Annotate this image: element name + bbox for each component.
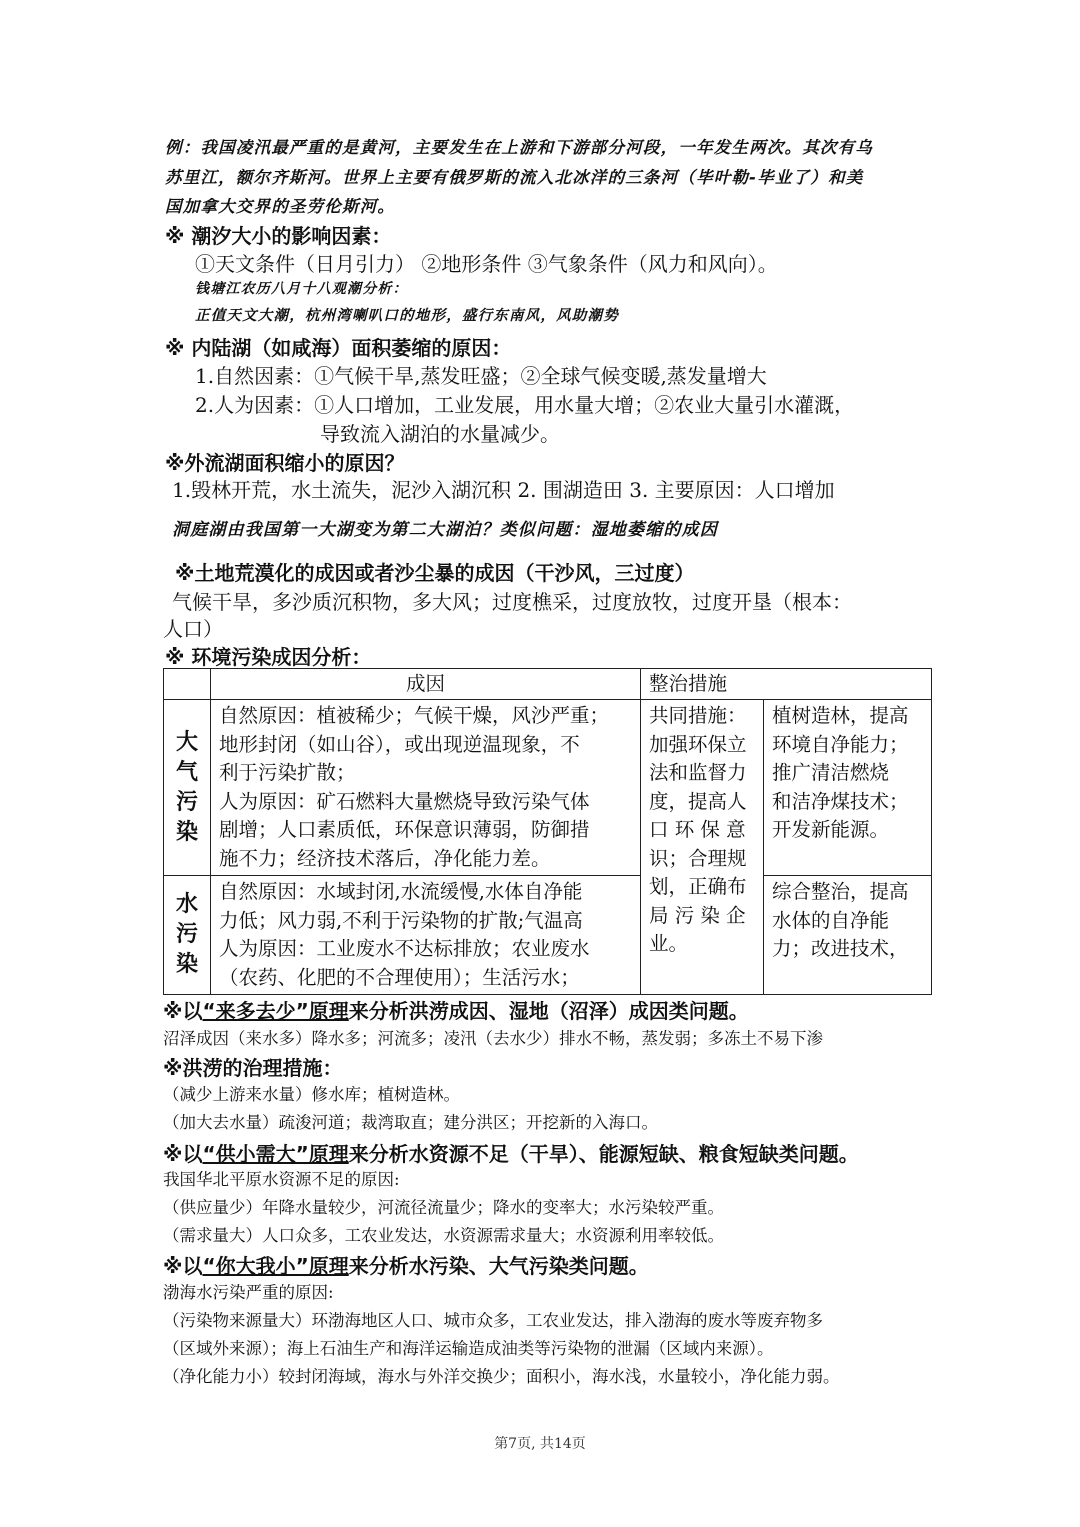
water-cause-line: 人为原因：工业废水不达标排放；农业废水	[219, 937, 590, 960]
air-measure-line: 开发新能源。	[772, 818, 890, 841]
air-label-char: 污	[175, 789, 198, 815]
air-measure-line: 环境自净能力；	[772, 732, 909, 756]
water-cause-line: 自然原因：水域封闭,水流缓慢,水体自净能	[219, 880, 583, 903]
nida-line-3: （净化能力小）较封闭海域，海水与外洋交换少；面积小，海水浅，水量较小，净化能力弱。	[163, 1367, 840, 1386]
tide-factors: ①天文条件（日月引力） ②地形条件 ③气象条件（风力和风向）。	[195, 252, 778, 276]
desert-line-2: 人口）	[163, 617, 223, 641]
inland-lake-human-2: 导致流入湖泊的水量减少。	[320, 422, 560, 446]
flood-heading: ※洪涝的治理措施：	[163, 1056, 343, 1080]
common-measure-line: 口 环 保 意	[649, 818, 746, 841]
common-measure-line: 局 污 染 企	[649, 903, 746, 927]
gongxiao-prefix: ※以	[163, 1142, 203, 1166]
inland-lake-human-1: 2.人为因素：①人口增加，工业发展，用水量大增；②农业大量引水灌溉，	[195, 393, 855, 417]
laiduo-heading	[163, 995, 749, 1024]
header-blank-cell	[164, 669, 211, 700]
air-cause-line: 利于污染扩散；	[219, 761, 356, 784]
nida-suffix: 来分析水污染、大气污染类问题。	[348, 1254, 649, 1278]
tide-heading: ※ 潮汐大小的影响因素：	[165, 224, 392, 248]
intro-line-3: 国加拿大交界的圣劳伦斯河。	[165, 197, 396, 216]
pollution-table	[163, 668, 932, 995]
water-cause-line: （农药、化肥的不合理使用）；生活污水；	[219, 965, 580, 989]
header-measure: 整治措施	[641, 669, 932, 700]
laiduo-line: 沼泽成因（来水多）降水多；河流多；凌汛（去水少）排水不畅，蒸发弱；多冻土不易下渗	[163, 1029, 823, 1048]
gongxiao-line-0: 我国华北平原水资源不足的原因:	[163, 1170, 400, 1189]
common-measures-cell	[641, 700, 764, 995]
air-cause-line: 施不力；经济技术落后，净化能力差。	[219, 846, 551, 870]
common-measure-line: 加强环保立	[649, 732, 747, 756]
desert-heading: ※土地荒漠化的成因或者沙尘暴的成因（干沙风，三过度）	[175, 561, 695, 585]
inland-lake-heading: ※ 内陆湖（如咸海）面积萎缩的原因：	[165, 336, 512, 360]
table-row-air	[164, 700, 932, 876]
air-measure-line: 和洁净煤技术；	[772, 789, 909, 813]
water-label-char: 污	[175, 922, 198, 947]
air-specific-measures-cell	[764, 700, 932, 876]
table-row-water	[164, 876, 932, 995]
air-cause-line: 自然原因：植被稀少；气候干燥，风沙严重；	[219, 704, 610, 727]
outflow-lake-causes: 1.毁林开荒，水土流失，泥沙入湖沉积 2. 围湖造田 3. 主要原因：人口增加	[172, 478, 835, 502]
intro-line-1: 例：我国凌汛最严重的是黄河，主要发生在上游和下游部分河段，一年发生两次。其次有乌	[165, 138, 873, 157]
pollution-heading: ※ 环境污染成因分析：	[165, 645, 372, 669]
laiduo-suffix: 来分析洪涝成因、湿地（沼泽）成因类问题。	[348, 999, 749, 1023]
air-measure-line: 植树造林，提高	[772, 704, 909, 727]
desert-line-1: 气候干旱，多沙质沉积物，多大风；过度樵采，过度放牧，过度开垦（根本：	[172, 590, 852, 614]
common-measure-line: 识；合理规	[649, 846, 747, 870]
header-cause: 成因	[211, 669, 641, 700]
laiduo-principle: “来多去少”原理	[202, 999, 349, 1023]
air-cause-line: 地形封闭（如山谷），或出现逆温现象，不	[219, 732, 580, 756]
water-cause-cell	[211, 876, 641, 995]
common-measure-line: 划，正确布	[649, 875, 747, 898]
gongxiao-line-1: （供应量少）年降水量较少，河流径流量少；降水的变率大；水污染较严重。	[163, 1198, 724, 1217]
water-label-char: 水	[175, 892, 198, 917]
gongxiao-heading	[163, 1138, 859, 1167]
nida-principle: “你大我小”原理	[202, 1254, 349, 1278]
table-header-row	[164, 669, 932, 700]
nida-line-0: 渤海水污染严重的原因:	[163, 1283, 334, 1302]
water-measure-line: 力；改进技术，	[772, 937, 909, 960]
common-measure-line: 度，提高人	[649, 789, 747, 813]
outflow-lake-heading: ※外流湖面积缩小的原因？	[165, 451, 405, 475]
flood-line-1: （减少上游来水量）修水库；植树造林。	[163, 1085, 460, 1104]
air-label-char: 气	[175, 759, 198, 785]
inland-lake-natural: 1.自然因素：①气候干旱,蒸发旺盛；②全球气候变暖,蒸发量增大	[195, 364, 767, 388]
water-measure-line: 综合整治，提高	[772, 880, 909, 903]
tide-note-title: 钱塘江农历八月十八观潮分析：	[195, 281, 408, 297]
air-measure-line: 推广清洁燃烧	[772, 761, 890, 784]
gongxiao-principle: “供小需大”原理	[202, 1142, 349, 1166]
air-label-char: 染	[175, 819, 198, 845]
water-label-char: 染	[175, 952, 198, 977]
water-pollution-label	[164, 876, 211, 995]
laiduo-prefix: ※以	[163, 999, 203, 1023]
tide-note-body: 正值天文大潮，杭州湾喇叭口的地形，盛行东南风，风助潮势	[195, 308, 619, 324]
air-label-char: 大	[175, 729, 198, 755]
air-pollution-label	[164, 700, 211, 876]
common-measure-line: 法和监督力	[649, 761, 747, 784]
water-specific-measures-cell	[764, 876, 932, 995]
gongxiao-suffix: 来分析水资源不足（干旱）、能源短缺、粮食短缺类问题。	[348, 1142, 859, 1166]
water-cause-line: 力低；风力弱,不利于污染物的扩散;气温高	[219, 908, 583, 932]
nida-heading	[163, 1250, 649, 1279]
flood-line-2: （加大去水量）疏浚河道；裁湾取直；建分洪区；开挖新的入海口。	[163, 1113, 658, 1132]
common-measure-line: 业。	[649, 932, 689, 955]
gongxiao-line-2: （需求量大）人口众多，工农业发达，水资源需求量大；水资源利用率较低。	[163, 1226, 724, 1245]
nida-line-1: （污染物来源量大）环渤海地区人口、城市众多，工农业发达，排入渤海的废水等废弃物多	[163, 1311, 823, 1330]
water-measure-line: 水体的自净能	[772, 908, 890, 932]
nida-line-2: （区域外来源）；海上石油生产和海洋运输造成油类等污染物的泄漏（区域内来源）。	[163, 1339, 774, 1358]
dongting-note: 洞庭湖由我国第一大湖变为第二大湖泊？类似问题：湿地萎缩的成因	[172, 520, 718, 540]
air-cause-line: 剧增；人口素质低，环保意识薄弱，防御措	[219, 818, 590, 841]
intro-line-2: 苏里江，额尔齐斯河。世界上主要有俄罗斯的流入北冰洋的三条河（毕叶勒-毕业了）和美	[165, 168, 864, 187]
page-number-footer: 第7页, 共14页	[494, 1436, 586, 1452]
nida-prefix: ※以	[163, 1254, 203, 1278]
air-cause-cell	[211, 700, 641, 876]
air-cause-line: 人为原因：矿石燃料大量燃烧导致污染气体	[219, 789, 590, 813]
common-measure-line: 共同措施：	[649, 704, 747, 727]
